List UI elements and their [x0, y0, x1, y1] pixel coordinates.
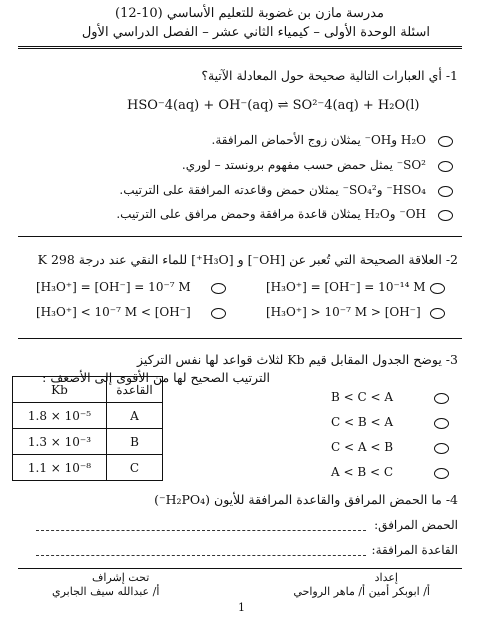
q1-option-a-radio[interactable]: [438, 136, 453, 147]
question-4-text: 4- ما الحمض المرافق والقاعدة المرافقة للأيون (H₂PO₄⁻): [154, 492, 458, 507]
q3-option-d-radio[interactable]: [434, 468, 449, 479]
q2-option-d-radio[interactable]: [430, 308, 445, 319]
base-name: A: [106, 403, 162, 429]
q3-option-d: A < B < C: [331, 465, 394, 479]
footer-divider: [18, 568, 462, 569]
q3-option-b-radio[interactable]: [434, 418, 449, 429]
q2-option-a-radio[interactable]: [211, 283, 226, 294]
conjugate-base-label: القاعدة المرافقة:: [371, 543, 458, 557]
q1-option-d-radio[interactable]: [438, 210, 453, 221]
prepared-by-label: إعداد: [374, 571, 398, 584]
q3-option-a-radio[interactable]: [434, 393, 449, 404]
kb-table-header: [13, 377, 163, 403]
kb-table: [12, 376, 163, 481]
header-divider-2: [18, 48, 462, 49]
q2-option-a: [H₃O⁺] = [OH⁻] = 10⁻⁷ M: [36, 280, 191, 294]
q1-option-d: OH⁻ وH₂O يمثلان قاعدة مرافقة وحمض مرافق على الترتيب.: [116, 207, 426, 221]
question-2-text: 2- العلاقة الصحيحة التي تُعبر عن [OH⁻] و [H₃O⁺] للماء النقي عند درجة 298 K: [37, 252, 458, 267]
kb-value: 1.3 × 10⁻³: [13, 429, 107, 455]
kb-value: 1.8 × 10⁻⁵: [13, 403, 107, 429]
school-name: مدرسة مازن بن غضوبة للتعليم الأساسي (10-12): [115, 6, 384, 21]
divider-q1: [18, 236, 462, 237]
q2-option-b: [H₃O⁺] = [OH⁻] = 10⁻¹⁴ M: [266, 280, 426, 294]
q2-option-c: [H₃O⁺] < 10⁻⁷ M < [OH⁻]: [36, 305, 191, 319]
conjugate-acid-answer-line[interactable]: [36, 530, 366, 531]
question-1-text: 1- أي العبارات التالية صحيحة حول المعادلة الآتية؟: [201, 68, 458, 83]
q3-option-c: C < A < B: [331, 440, 394, 454]
q1-option-b-radio[interactable]: [438, 161, 453, 172]
q3-option-c-radio[interactable]: [434, 443, 449, 454]
table-row: [13, 455, 163, 481]
conjugate-acid-label: الحمض المرافق:: [374, 518, 458, 532]
header-divider: [18, 46, 462, 47]
base-name: C: [106, 455, 162, 481]
q3-option-b: C < B < A: [331, 415, 394, 429]
question-3-subtext: الترتيب الصحيح لها من الأقوى إلى الأضعف :: [42, 370, 270, 385]
exam-subtitle: اسئلة الوحدة الأولى – كيمياء الثاني عشر – الفصل الدراسي الأول: [81, 25, 430, 40]
prepared-by-names: أ/ ابوبكر أمين أ/ ماهر الرواحي: [293, 585, 430, 598]
q2-option-d: [H₃O⁺] > 10⁻⁷ M > [OH⁻]: [266, 305, 421, 319]
conjugate-base-answer-line[interactable]: [36, 555, 366, 556]
table-row: [13, 429, 163, 455]
q2-option-b-radio[interactable]: [430, 283, 445, 294]
divider-q2: [18, 338, 462, 339]
base-header: القاعدة: [106, 377, 162, 403]
q1-option-c: HSO₄⁻ وSO₄²⁻ يمثلان حمض وقاعدته المرافقة على الترتيب.: [119, 183, 426, 197]
question-1-equation: HSO⁻4(aq) + OH⁻(aq) ⇌ SO²⁻4(aq) + H₂O(l): [127, 98, 420, 113]
q3-option-a: B < C < A: [331, 390, 394, 404]
supervised-by-label: تحت إشراف: [92, 571, 150, 584]
q1-option-a: H₂O وOH⁻ يمثلان زوج الأحماض المرافقة.: [211, 133, 426, 147]
table-row: [13, 403, 163, 429]
page-number: 1: [238, 601, 245, 614]
base-name: B: [106, 429, 162, 455]
kb-value: 1.1 × 10⁻⁸: [13, 455, 107, 481]
q2-option-c-radio[interactable]: [211, 308, 226, 319]
kb-header: Kb: [13, 377, 107, 403]
q1-option-c-radio[interactable]: [438, 186, 453, 197]
question-3-text: 3- يوضح الجدول المقابل قيم Kb لثلاث قواعد لها نفس التركيز: [137, 352, 458, 367]
q1-option-b: SO²⁻ يمثل حمض حسب مفهوم برونستد – لوري.: [181, 158, 426, 172]
supervisor-name: أ/ عبدالله سيف الجابري: [52, 585, 160, 598]
